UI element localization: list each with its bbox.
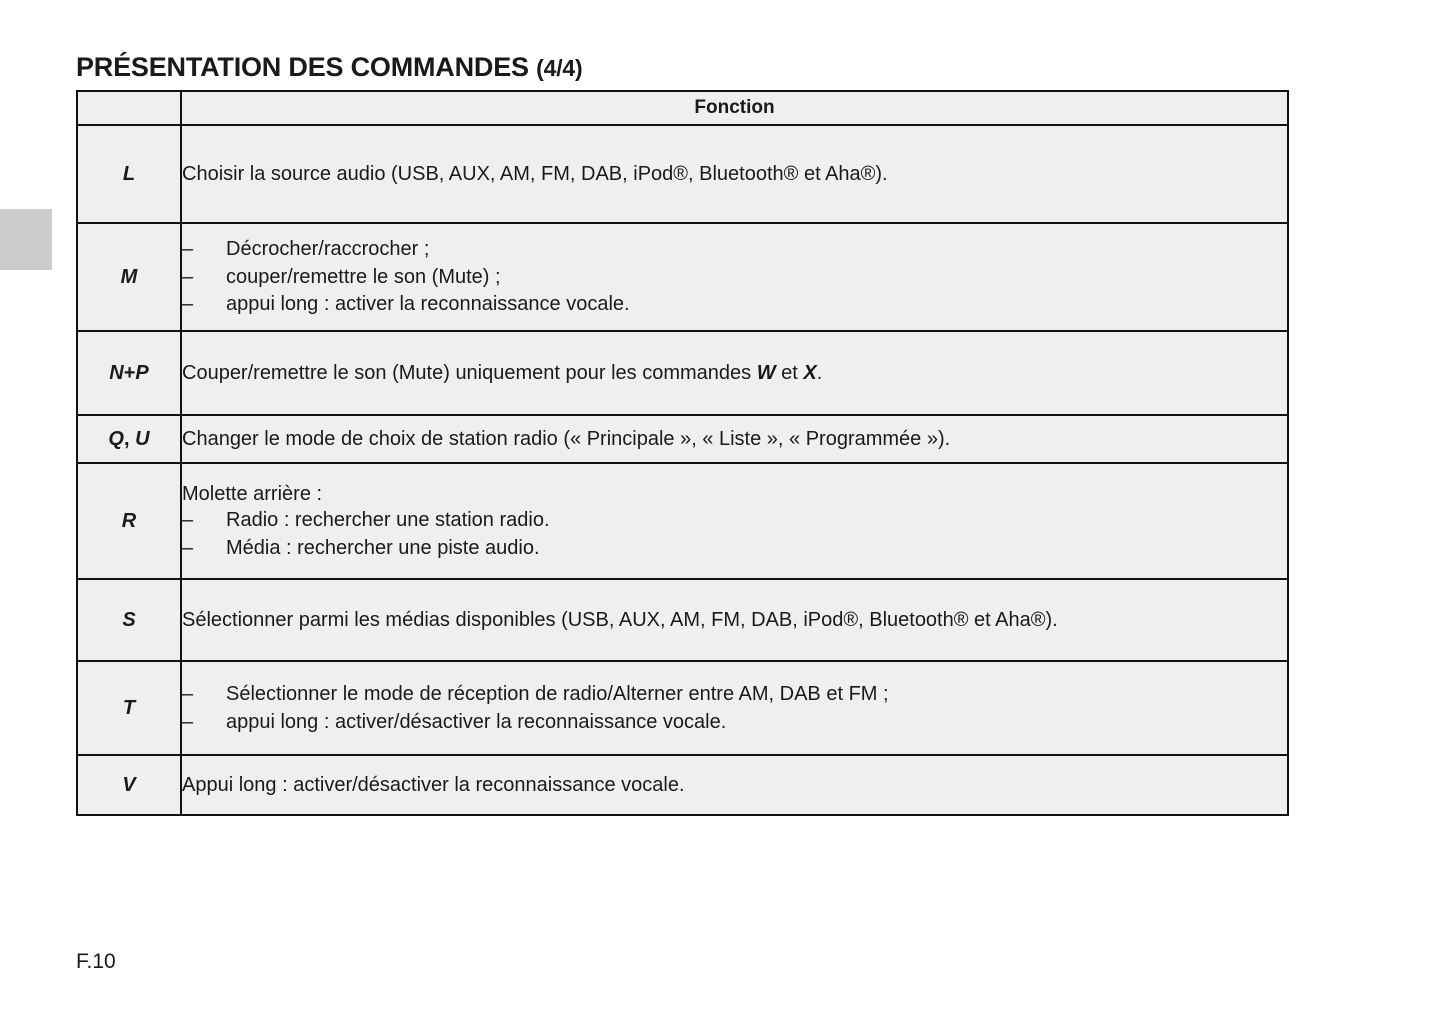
list-item (182, 508, 1287, 532)
table-row (77, 125, 1288, 223)
list-item (182, 292, 1287, 316)
table-row (77, 415, 1288, 463)
row-key-qu (77, 415, 181, 463)
row-key-np (77, 331, 181, 415)
list-item-text: Média : rechercher une piste audio. (226, 536, 540, 559)
inline-key-x: X (803, 361, 817, 384)
row-text: Changer le mode de choix de station radio (« Principale », « Liste », « Programmée »). (182, 427, 951, 450)
list-item-text: Radio : rechercher une station radio. (226, 509, 550, 532)
list-item-text: Sélectionner le mode de réception de radio/Alterner entre AM, DAB et FM ; (226, 683, 889, 706)
text-middle: et (775, 361, 804, 384)
row-key-v: V (77, 755, 181, 815)
row-function-s (181, 579, 1288, 661)
header-key-column (77, 91, 181, 125)
page-title-part: (4/4) (536, 55, 583, 82)
table-row (77, 223, 1288, 331)
dash-bullet-icon: – (182, 265, 194, 288)
row-function-v (181, 755, 1288, 815)
dash-bullet-icon: – (182, 710, 194, 733)
table-body (77, 125, 1288, 815)
row-function-t (181, 661, 1288, 755)
table-header (77, 91, 1288, 125)
row-function-np (181, 331, 1288, 415)
row-key-t: T (77, 661, 181, 755)
header-function-column: Fonction (181, 91, 1288, 125)
text-before: Couper/remettre le son (Mute) uniquement pour les commandes (182, 361, 757, 384)
row-function-l (181, 125, 1288, 223)
list-item-text: appui long : activer la reconnaissance vocale. (226, 293, 630, 316)
commands-table (76, 90, 1289, 816)
dash-bullet-icon: – (182, 293, 194, 316)
dash-bullet-icon: – (182, 509, 194, 532)
page-title-main: PRÉSENTATION DES COMMANDES (76, 52, 529, 83)
list-item (182, 536, 1287, 560)
dash-bullet-icon: – (182, 536, 194, 559)
table-row (77, 755, 1288, 815)
row-key-part: , (123, 427, 136, 450)
list-item-text: Décrocher/raccrocher ; (226, 238, 430, 261)
page-title (76, 52, 582, 83)
row-function-qu (181, 415, 1288, 463)
row-text: Choisir la source audio (USB, AUX, AM, FM, DAB, iPod®, Bluetooth® et Aha®). (182, 162, 888, 185)
dash-list (182, 508, 1287, 560)
chapter-tab-marker (0, 209, 52, 270)
row-key-part: P (135, 361, 149, 384)
table-row (77, 331, 1288, 415)
list-item-text: couper/remettre le son (Mute) ; (226, 265, 501, 288)
row-function-m (181, 223, 1288, 331)
table-row (77, 579, 1288, 661)
dash-bullet-icon: – (182, 238, 194, 261)
list-lead-text: Molette arrière : (182, 482, 323, 505)
row-key-l: L (77, 125, 181, 223)
text-after: . (816, 361, 823, 384)
row-text: Appui long : activer/désactiver la reconnaissance vocale. (182, 773, 685, 796)
dash-bullet-icon: – (182, 683, 194, 706)
list-item (182, 682, 1287, 706)
row-text (182, 361, 1287, 385)
row-key-r: R (77, 463, 181, 579)
list-item-text: appui long : activer/désactiver la reconnaissance vocale. (226, 710, 727, 733)
table-row (77, 463, 1288, 579)
row-key-part: U (135, 427, 150, 450)
list-item (182, 237, 1287, 261)
row-key-part: + (123, 361, 136, 384)
row-key-part: Q (108, 427, 124, 450)
row-key-part: N (109, 361, 124, 384)
row-key-s: S (77, 579, 181, 661)
list-item (182, 710, 1287, 734)
page-number: F.10 (76, 950, 116, 973)
list-item (182, 265, 1287, 289)
table-row (77, 661, 1288, 755)
row-key-m: M (77, 223, 181, 331)
table-header-row (77, 91, 1288, 125)
row-function-r (181, 463, 1288, 579)
dash-list (182, 237, 1287, 316)
row-text: Sélectionner parmi les médias disponibles (USB, AUX, AM, FM, DAB, iPod®, Bluetooth® et Aha®). (182, 608, 1058, 631)
inline-key-w: W (756, 361, 776, 384)
dash-list (182, 682, 1287, 734)
